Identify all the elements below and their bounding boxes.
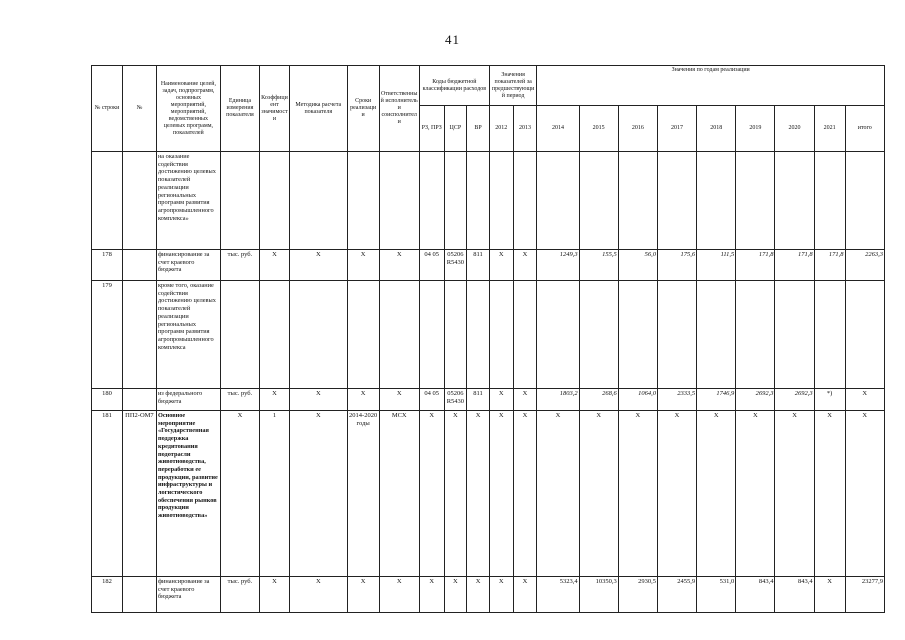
cell-2017: 2333,5 bbox=[657, 389, 696, 411]
cell-no bbox=[122, 281, 156, 389]
cell-rz bbox=[419, 281, 444, 389]
cell-2020: 171,8 bbox=[775, 250, 814, 281]
cell-2020: 2692,3 bbox=[775, 389, 814, 411]
cell-coef: X bbox=[260, 577, 290, 613]
cell-coef: X bbox=[260, 389, 290, 411]
header-csr: ЦСР bbox=[444, 106, 467, 152]
cell-2014: 1803,2 bbox=[537, 389, 579, 411]
cell-unit bbox=[220, 281, 259, 389]
cell-csr: 05206 R5430 bbox=[444, 250, 467, 281]
cell-rz: X bbox=[419, 577, 444, 613]
cell-csr: 05206 R5430 bbox=[444, 389, 467, 411]
header-responsible: Ответственный исполнитель и соисполнители bbox=[379, 66, 419, 152]
cell-row-no bbox=[92, 152, 123, 250]
cell-method: X bbox=[289, 577, 347, 613]
cell-responsible bbox=[379, 281, 419, 389]
cell-2019 bbox=[736, 152, 775, 250]
cell-terms: X bbox=[347, 389, 379, 411]
cell-responsible: X bbox=[379, 577, 419, 613]
header-year-2020: 2020 bbox=[775, 106, 814, 152]
header-year-2015: 2015 bbox=[579, 106, 618, 152]
cell-2012: X bbox=[489, 411, 513, 577]
cell-2014 bbox=[537, 152, 579, 250]
header-name: Наименование целей, задач, подпрограмм, основных мероприятий, мероприятий, ведомственных целевых программ, показателей bbox=[156, 66, 220, 152]
cell-terms: X bbox=[347, 250, 379, 281]
header-year-2017: 2017 bbox=[657, 106, 696, 152]
cell-2019: 843,4 bbox=[736, 577, 775, 613]
cell-2019: 2692,3 bbox=[736, 389, 775, 411]
cell-no bbox=[122, 250, 156, 281]
cell-coef: X bbox=[260, 250, 290, 281]
cell-no: ПП2-ОМ7 bbox=[122, 411, 156, 577]
cell-2020 bbox=[775, 281, 814, 389]
cell-2012: X bbox=[489, 577, 513, 613]
cell-method: X bbox=[289, 250, 347, 281]
cell-2015: 268,6 bbox=[579, 389, 618, 411]
cell-2014 bbox=[537, 281, 579, 389]
cell-unit: тыс. руб. bbox=[220, 250, 259, 281]
cell-2015: X bbox=[579, 411, 618, 577]
cell-2012 bbox=[489, 281, 513, 389]
cell-unit: тыс. руб. bbox=[220, 389, 259, 411]
cell-vr bbox=[467, 152, 490, 250]
header-year-2021: 2021 bbox=[814, 106, 845, 152]
cell-csr: X bbox=[444, 411, 467, 577]
cell-csr bbox=[444, 281, 467, 389]
cell-no bbox=[122, 577, 156, 613]
header-year-2018: 2018 bbox=[697, 106, 736, 152]
cell-responsible: X bbox=[379, 250, 419, 281]
cell-2017: 2455,9 bbox=[657, 577, 696, 613]
cell-row-no: 182 bbox=[92, 577, 123, 613]
cell-2012: X bbox=[489, 389, 513, 411]
cell-name: Основное мероприятие «Государственная поддержка кредитования подотрасли животноводства, переработки ее продукции, развитие инфраструктуры и логистического обеспечения рынков продукции животноводства» bbox=[156, 411, 220, 577]
header-total: итого bbox=[845, 106, 884, 152]
header-row-no: № строки bbox=[92, 66, 123, 152]
cell-terms bbox=[347, 281, 379, 389]
cell-terms bbox=[347, 152, 379, 250]
cell-2016 bbox=[618, 281, 657, 389]
cell-2016 bbox=[618, 152, 657, 250]
cell-2016: 1064,0 bbox=[618, 389, 657, 411]
cell-no bbox=[122, 152, 156, 250]
header-year-2019: 2019 bbox=[736, 106, 775, 152]
cell-2014: 5323,4 bbox=[537, 577, 579, 613]
cell-2016: 2930,5 bbox=[618, 577, 657, 613]
cell-responsible: МСХ bbox=[379, 411, 419, 577]
cell-2012 bbox=[489, 152, 513, 250]
table-row bbox=[92, 389, 885, 411]
cell-2015: 10350,3 bbox=[579, 577, 618, 613]
cell-2018 bbox=[697, 281, 736, 389]
cell-total: X bbox=[845, 389, 884, 411]
cell-2019 bbox=[736, 281, 775, 389]
cell-csr: X bbox=[444, 577, 467, 613]
cell-unit: тыс. руб. bbox=[220, 577, 259, 613]
header-method: Методика расчета показателя bbox=[289, 66, 347, 152]
cell-name: из федерального бюджета bbox=[156, 389, 220, 411]
cell-coef: 1 bbox=[260, 411, 290, 577]
cell-rz: X bbox=[419, 411, 444, 577]
header-prev-period: Значения показателей за предшествующий период bbox=[489, 66, 536, 106]
cell-responsible: X bbox=[379, 389, 419, 411]
cell-2012: X bbox=[489, 250, 513, 281]
cell-method bbox=[289, 152, 347, 250]
cell-row-no: 179 bbox=[92, 281, 123, 389]
cell-total: X bbox=[845, 411, 884, 577]
cell-coef bbox=[260, 281, 290, 389]
header-coef: Коэффициент значимости bbox=[260, 66, 290, 152]
cell-coef bbox=[260, 152, 290, 250]
cell-2013: X bbox=[513, 577, 537, 613]
cell-total: 2263,3 bbox=[845, 250, 884, 281]
cell-2013 bbox=[513, 281, 537, 389]
cell-name: финансирование за счет краевого бюджета bbox=[156, 250, 220, 281]
cell-2017: X bbox=[657, 411, 696, 577]
cell-vr: X bbox=[467, 577, 490, 613]
cell-2018: 531,0 bbox=[697, 577, 736, 613]
cell-2014: X bbox=[537, 411, 579, 577]
cell-2017: 175,6 bbox=[657, 250, 696, 281]
cell-vr bbox=[467, 281, 490, 389]
cell-vr: 811 bbox=[467, 389, 490, 411]
header-no: № bbox=[122, 66, 156, 152]
cell-no bbox=[122, 389, 156, 411]
program-indicators-table bbox=[91, 65, 885, 613]
cell-name: кроме того, оказание содействия достижению целевых показателей реализации региональных программ развития агропромышленного комплекса bbox=[156, 281, 220, 389]
cell-vr: X bbox=[467, 411, 490, 577]
header-terms: Сроки реализации bbox=[347, 66, 379, 152]
cell-2016: 56,0 bbox=[618, 250, 657, 281]
header-year-2012: 2012 bbox=[489, 106, 513, 152]
cell-name: финансирование за счет краевого бюджета bbox=[156, 577, 220, 613]
cell-2021: X bbox=[814, 577, 845, 613]
cell-terms: 2014-2020 годы bbox=[347, 411, 379, 577]
header-budget-codes: Коды бюджетной классификации расходов bbox=[419, 66, 489, 106]
cell-responsible bbox=[379, 152, 419, 250]
cell-rz bbox=[419, 152, 444, 250]
cell-2015 bbox=[579, 281, 618, 389]
cell-total bbox=[845, 152, 884, 250]
cell-method: X bbox=[289, 411, 347, 577]
cell-vr: 811 bbox=[467, 250, 490, 281]
cell-2019: X bbox=[736, 411, 775, 577]
cell-2020: 843,4 bbox=[775, 577, 814, 613]
header-vr: ВР bbox=[467, 106, 490, 152]
cell-method: X bbox=[289, 389, 347, 411]
cell-row-no: 180 bbox=[92, 389, 123, 411]
cell-2013: X bbox=[513, 389, 537, 411]
cell-unit: X bbox=[220, 411, 259, 577]
header-by-years: Значения по годам реализации bbox=[537, 66, 885, 106]
cell-unit bbox=[220, 152, 259, 250]
header-year-2016: 2016 bbox=[618, 106, 657, 152]
cell-2018: 111,5 bbox=[697, 250, 736, 281]
table-row bbox=[92, 281, 885, 389]
table-row bbox=[92, 250, 885, 281]
cell-2021 bbox=[814, 281, 845, 389]
cell-2013: X bbox=[513, 411, 537, 577]
cell-2020 bbox=[775, 152, 814, 250]
table-row bbox=[92, 411, 885, 577]
header-year-2013: 2013 bbox=[513, 106, 537, 152]
cell-rz: 04 05 bbox=[419, 389, 444, 411]
cell-total bbox=[845, 281, 884, 389]
cell-row-no: 181 bbox=[92, 411, 123, 577]
cell-2013: X bbox=[513, 250, 537, 281]
cell-2021: 171,8 bbox=[814, 250, 845, 281]
cell-2018: 1746,9 bbox=[697, 389, 736, 411]
cell-2018: X bbox=[697, 411, 736, 577]
cell-2014: 1249,3 bbox=[537, 250, 579, 281]
cell-2015: 155,5 bbox=[579, 250, 618, 281]
cell-2019: 171,8 bbox=[736, 250, 775, 281]
header-year-2014: 2014 bbox=[537, 106, 579, 152]
cell-2020: X bbox=[775, 411, 814, 577]
cell-2021: *) bbox=[814, 389, 845, 411]
cell-csr bbox=[444, 152, 467, 250]
cell-2015 bbox=[579, 152, 618, 250]
cell-2018 bbox=[697, 152, 736, 250]
cell-2017 bbox=[657, 281, 696, 389]
cell-2016: X bbox=[618, 411, 657, 577]
cell-2021: X bbox=[814, 411, 845, 577]
cell-total: 23277,9 bbox=[845, 577, 884, 613]
cell-2017 bbox=[657, 152, 696, 250]
table-row bbox=[92, 152, 885, 250]
cell-rz: 04 05 bbox=[419, 250, 444, 281]
cell-terms: X bbox=[347, 577, 379, 613]
table-row bbox=[92, 577, 885, 613]
cell-method bbox=[289, 281, 347, 389]
cell-2021 bbox=[814, 152, 845, 250]
header-rz: РЗ, ПРЗ bbox=[419, 106, 444, 152]
cell-name: на оказание содействия достижению целевых показателей реализации региональных программ развития агропромышленного комплекса» bbox=[156, 152, 220, 250]
page-number: 41 bbox=[445, 32, 460, 47]
header-unit: Единица измерения показателя bbox=[220, 66, 259, 152]
cell-2013 bbox=[513, 152, 537, 250]
cell-row-no: 178 bbox=[92, 250, 123, 281]
